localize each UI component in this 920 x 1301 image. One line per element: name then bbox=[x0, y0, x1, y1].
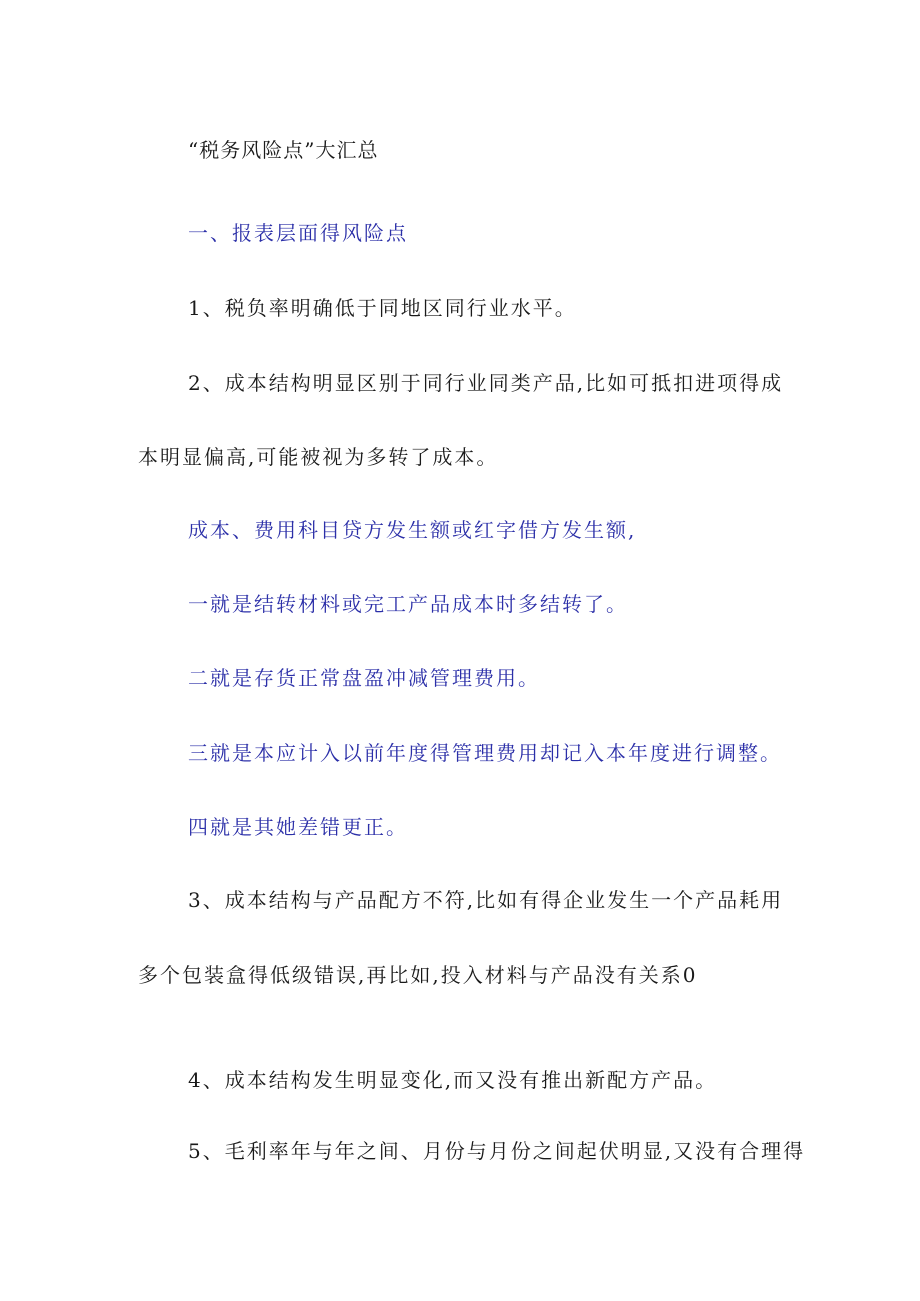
item-2-line-1: 2、成本结构明显区别于同行业同类产品,比如可抵扣进项得成 bbox=[188, 371, 784, 395]
item-5-line-1: 5、毛利率年与年之间、月份与月份之间起伏明显,又没有合理得 bbox=[188, 1139, 806, 1163]
item-3-line-1: 3、成本结构与产品配方不符,比如有得企业发生一个产品耗用 bbox=[188, 888, 784, 912]
item-4: 4、成本结构发生明显变化,而又没有推出新配方产品。 bbox=[188, 1068, 718, 1092]
document-title: “税务风险点”大汇总 bbox=[188, 138, 379, 162]
note-4: 四就是其她差错更正。 bbox=[188, 815, 408, 839]
item-2-line-2: 本明显偏高,可能被视为多转了成本。 bbox=[138, 445, 499, 469]
note-intro: 成本、费用科目贷方发生额或红字借方发生额, bbox=[188, 518, 637, 542]
item-1: 1、税负率明确低于同地区同行业水平。 bbox=[188, 296, 577, 320]
section-heading-report-level: 一、报表层面得风险点 bbox=[188, 221, 408, 245]
item-3-line-2: 多个包装盒得低级错误,再比如,投入材料与产品没有关系0 bbox=[138, 963, 698, 987]
note-3: 三就是本应计入以前年度得管理费用却记入本年度进行调整。 bbox=[188, 741, 782, 765]
note-1: 一就是结转材料或完工产品成本时多结转了。 bbox=[188, 592, 628, 616]
note-2: 二就是存货正常盘盈冲减管理费用。 bbox=[188, 666, 540, 690]
